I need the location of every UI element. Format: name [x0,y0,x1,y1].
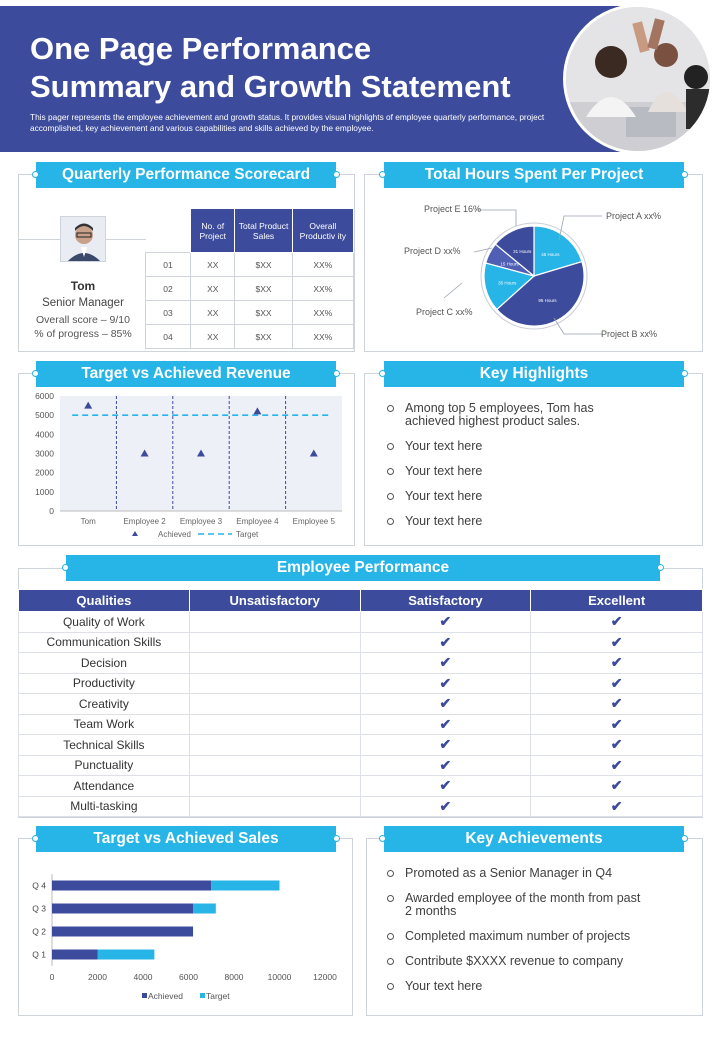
table-row: Communication Skills ✔ ✔ [19,632,703,653]
list-item: Your text here [385,980,645,993]
check-icon: ✔ [531,755,703,776]
column-header: Satisfactory [360,590,531,612]
legend-target-swatch [200,993,205,998]
check-icon: ✔ [360,755,531,776]
hours-title: Total Hours Spent Per Project [384,162,684,188]
legend-target-label: Target [206,991,230,1001]
bullet-icon [387,443,394,450]
list-item: Your text here [385,515,625,528]
label-project-b: Project B xx% [601,329,658,339]
table-row: 04 XX $XX XX% [146,325,354,349]
revenue-chart [18,385,355,545]
employee-progress: % of progress – 85% [34,328,132,340]
check-icon: ✔ [360,653,531,674]
table-row: Creativity ✔ ✔ [19,694,703,715]
check-icon: ✔ [360,612,531,633]
performance-title: Employee Performance [66,555,660,581]
y-tick-label: 1000 [35,486,54,497]
list-item: Promoted as a Senior Manager in Q4 [385,867,645,880]
avatar [60,216,106,262]
y-tick-label: 6000 [35,391,54,401]
legend-achieved-marker [132,531,138,536]
revenue-title: Target vs Achieved Revenue [36,361,336,387]
pie-slice-label: 31 Hours [513,249,532,255]
y-tick-label: Q 3 [32,903,46,914]
hours-title-dot-right [681,171,688,178]
list-item: Completed maximum number of projects [385,930,645,943]
legend-target-label: Target [236,530,259,539]
table-row: Productivity ✔ ✔ [19,673,703,694]
column-header: No. of Project [191,209,235,253]
person-icon [61,217,106,262]
achievements-title: Key Achievements [384,826,684,852]
x-tick-label: 8000 [224,972,244,982]
table-row: 03 XX $XX XX% [146,301,354,325]
legend-achieved-label: Achieved [148,991,183,1001]
header [0,0,720,152]
highlights-list [385,402,625,540]
list-item: Among top 5 employees, Tom has achieved highest product sales. [385,402,625,428]
bullet-icon [387,895,394,902]
check-icon: ✔ [531,735,703,756]
legend [132,530,259,539]
highlights-title-dot-left [379,370,386,377]
y-tick-label: Q 1 [32,949,46,960]
bullet-icon [387,983,394,990]
achieved-bar [52,904,193,914]
label-project-e: Project E 16% [424,204,482,214]
pie-slice-label: 45 Hours [541,251,560,257]
scorecard-title-dot-left [32,171,39,178]
y-tick-label: 2000 [35,467,54,478]
bullet-icon [387,958,394,965]
y-tick-label: Q 2 [32,926,46,937]
achieved-bar [52,881,211,891]
page-description: This pager represents the employee achievement and growth status. It provides visual highlights of employee quarterly performance, project accomplished, key achievement and various capabilities and skills achieved by the employee. [30,112,545,133]
page-title: One Page Performance Summary and Growth Statement [30,31,511,104]
x-tick-label: 0 [49,972,55,982]
hours-pie-chart [364,190,703,350]
target-bar [193,904,216,914]
sales-title-dot-right [333,835,340,842]
table-row: 02 XX $XX XX% [146,277,354,301]
scorecard-divider [106,239,146,240]
performance-title-dot-right [657,564,664,571]
y-tick-label: 0 [49,506,54,516]
table-row: Decision ✔ ✔ [19,653,703,674]
check-icon: ✔ [360,632,531,653]
column-header: Overall Productiv ity [292,209,353,253]
revenue-title-dot-left [32,370,39,377]
table-row: Multi-tasking ✔ ✔ [19,796,703,817]
target-bar [211,881,279,891]
legend [142,991,230,1001]
table-row: Quality of Work ✔ ✔ [19,612,703,633]
check-icon: ✔ [531,673,703,694]
label-project-a: Project A xx% [606,211,662,221]
x-tick-label: 10000 [267,972,292,982]
table-row: Technical Skills ✔ ✔ [19,735,703,756]
highlights-title: Key Highlights [384,361,684,387]
pie-slice-label: 95 Hours [538,297,557,303]
achievements-list [385,867,645,1005]
pie-slice-label: 15 Hours [500,261,519,267]
scorecard-title: Quarterly Performance Scorecard [36,162,336,188]
column-header: Total Product Sales [235,209,292,253]
x-tick-label: Employee 3 [179,517,223,526]
performance-table [18,589,703,817]
list-item: Your text here [385,465,625,478]
table-row: Punctuality ✔ ✔ [19,755,703,776]
table-header-row [19,590,703,612]
x-tick-label: 2000 [88,972,107,982]
x-tick-label: Employee 4 [236,517,279,526]
check-icon: ✔ [531,776,703,797]
check-icon: ✔ [360,673,531,694]
bullet-icon [387,933,394,940]
employee-name: Tom [70,279,96,293]
scorecard-table [145,208,354,349]
check-icon: ✔ [531,714,703,735]
x-tick-label: Tom [80,517,96,526]
bullet-icon [387,518,394,525]
column-header: Unsatisfactory [189,590,360,612]
y-tick-label: 5000 [35,410,54,421]
performance-title-dot-left [62,564,69,571]
check-icon: ✔ [531,653,703,674]
employee-role: Senior Manager [42,297,124,309]
achieved-bar [52,927,193,937]
label-project-c: Project C xx% [416,307,473,317]
highlights-title-dot-right [681,370,688,377]
x-tick-label: Employee 5 [292,517,335,526]
y-tick-label: 3000 [35,448,54,459]
target-bar [98,950,155,960]
legend-achieved-label: Achieved [158,530,191,539]
x-tick-label: Employee 2 [123,517,166,526]
x-tick-label: 4000 [133,972,153,982]
y-tick-label: Q 4 [32,880,46,891]
table-row: 01 XX $XX XX% [146,253,354,277]
check-icon: ✔ [360,776,531,797]
sales-title: Target vs Achieved Sales [36,826,336,852]
check-icon: ✔ [531,796,703,817]
sales-chart [18,862,353,1014]
achievements-title-dot-left [379,835,386,842]
legend-achieved-swatch [142,993,147,998]
sales-title-dot-left [32,835,39,842]
y-tick-label: 4000 [35,429,54,440]
check-icon: ✔ [360,796,531,817]
check-icon: ✔ [531,694,703,715]
hours-title-dot-left [379,171,386,178]
check-icon: ✔ [531,632,703,653]
column-header: Qualities [19,590,190,612]
x-tick-label: 6000 [179,972,198,982]
team-photo [563,4,713,154]
x-tick-label: 12000 [313,972,337,982]
label-project-d: Project D xx% [404,246,461,256]
employee-score: Overall score – 9/10 [36,314,130,326]
achieved-bar [52,950,98,960]
bullet-icon [387,493,394,500]
table-row: Team Work ✔ ✔ [19,714,703,735]
scorecard-divider [18,239,60,240]
check-icon: ✔ [360,714,531,735]
list-item: Contribute $XXXX revenue to company [385,955,645,968]
achievements-title-dot-right [681,835,688,842]
list-item: Your text here [385,490,625,503]
column-header: Excellent [531,590,703,612]
list-item: Your text here [385,440,625,453]
bullet-icon [387,468,394,475]
pie-slice-label: 35 Hours [498,280,517,286]
list-item: Awarded employee of the month from past 2 months [385,892,645,918]
check-icon: ✔ [360,735,531,756]
bullet-icon [387,870,394,877]
revenue-title-dot-right [333,370,340,377]
scorecard-title-dot-right [333,171,340,178]
bullet-icon [387,405,394,412]
check-icon: ✔ [360,694,531,715]
table-header-row [146,209,354,253]
table-row: Attendance ✔ ✔ [19,776,703,797]
check-icon: ✔ [531,612,703,633]
